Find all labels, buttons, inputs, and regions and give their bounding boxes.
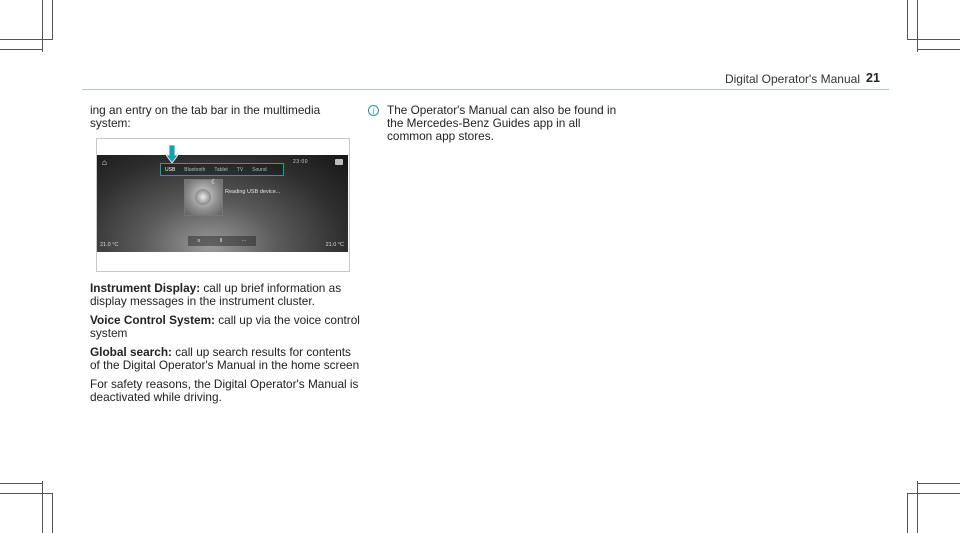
tab-tv: TV [236,166,244,173]
crop-mark [42,481,43,533]
crop-mark [52,0,53,40]
tab-bar-highlight [160,163,284,176]
crop-mark [0,39,52,40]
tab-tablet: Tablet [214,166,228,173]
disc-icon [195,189,211,205]
definition-list [90,282,362,410]
crop-mark [917,49,960,50]
callout-arrow-icon [166,145,178,163]
temperature-right: 21.0 °C [325,242,344,248]
item-instrument-display: Instrument Display: call up brief information as display messages in the instrument cluster. [90,281,342,308]
intro-text: ing an entry on the tab bar in the multimedia system: [90,103,321,130]
crop-mark [0,493,52,494]
running-header-title: Digital Operator's Manual [724,72,860,86]
more-icon: ··· [241,238,247,244]
crop-mark [907,0,908,40]
loading-icon: ☾ [211,179,218,186]
home-icon: ⌂ [102,158,107,167]
reading-usb-text: Reading USB device... [225,189,281,195]
crop-mark [907,493,908,533]
crop-mark [0,483,43,484]
pause-icon: II [219,238,223,244]
crop-mark [917,483,960,484]
list-icon: ≡ [197,238,201,244]
tab-usb: USB [165,166,176,173]
column-left [90,104,362,130]
crop-mark [917,0,918,52]
safety-note: For safety reasons, the Digital Operator's Manual is deactivated while driving. [90,377,359,404]
status-bar: 23:00 [293,159,309,165]
page-number: 21 [866,71,880,85]
info-icon: i [368,105,379,116]
crop-mark [42,0,43,52]
playback-controls [188,236,256,246]
crop-mark [908,39,960,40]
crop-mark [917,481,918,533]
multimedia-screen-image [97,155,348,252]
menu-icon [335,159,343,165]
item-global-search: Global search: call up search results for contents of the Digital Operator's Manual in the home screen [90,345,360,372]
header-rule [82,89,889,90]
tab-bluetooth: Bluetooth [184,166,206,173]
temperature-left: 21.0 °C [100,242,119,248]
tab-sound: Sound [252,166,267,173]
crop-mark [0,49,43,50]
info-note: The Operator's Manual can also be found in the Mercedes-Benz Guides app in all common app stores. [387,103,617,143]
item-voice-control: Voice Control System: call up via the voice control system [90,313,360,340]
crop-mark [52,493,53,533]
crop-mark [908,493,960,494]
